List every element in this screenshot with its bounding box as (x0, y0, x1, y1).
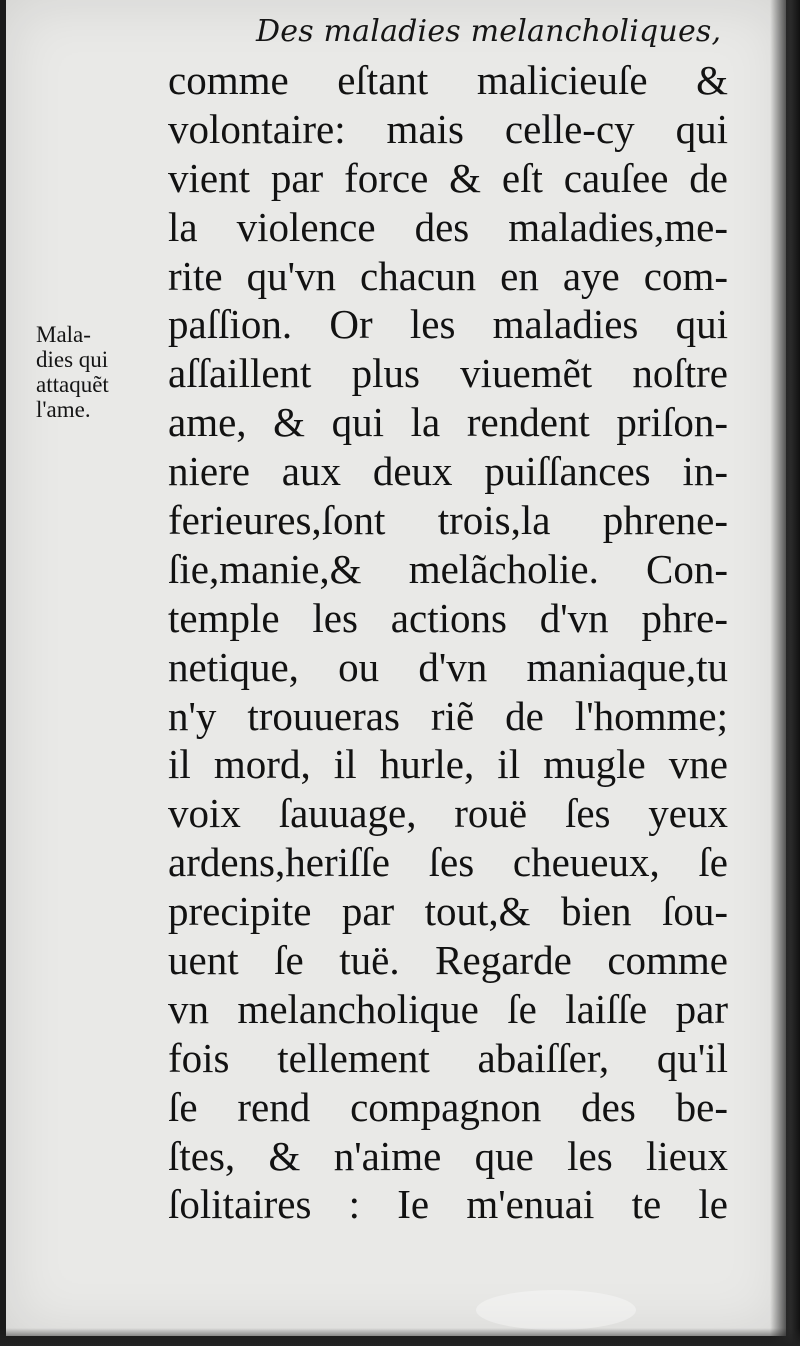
text-line: comme eſtant malicieuſe & (168, 57, 728, 103)
text-line: ſe rend compagnon des be- (168, 1083, 728, 1130)
text-line: volontaire: mais celle-cy qui (168, 105, 728, 152)
text-line: la violence des maladies,me- (168, 203, 728, 250)
text-line: fois tellement abaiſſer, qu'il (168, 1034, 728, 1081)
text-line: ardens,heriſſe ſes cheueux, ſe (168, 839, 728, 886)
text-line: netique, ou d'vn maniaque,tu (168, 643, 728, 690)
text-line: il mord, il hurle, il mugle vne (168, 741, 728, 788)
running-head: Des maladies melancholiques, (256, 14, 722, 49)
marginal-note-line: Mala- (36, 322, 91, 347)
text-line: paſſion. Or les maladies qui (168, 301, 728, 348)
text-line: n'y trouueras riẽ de l'homme; (168, 692, 728, 739)
text-line: aſſaillent plus viuemẽt noſtre (168, 350, 728, 397)
text-line: voix ſauuage, rouë ſes yeux (168, 790, 728, 837)
text-line: niere aux deux puiſſances in- (168, 448, 728, 495)
paper-stain (476, 1290, 636, 1330)
page-bottom-shadow (0, 1328, 800, 1346)
body-text (168, 56, 728, 1229)
page-edge-shadow (770, 0, 800, 1346)
text-line: precipite par tout,& bien ſou- (168, 888, 728, 935)
text-line: rite qu'vn chacun en aye com- (168, 252, 728, 299)
text-line: temple les actions d'vn phre- (168, 594, 728, 641)
book-page (6, 0, 786, 1336)
text-line: ſie,manie,& melãcholie. Con- (168, 545, 728, 592)
text-line: ame, & qui la rendent priſon- (168, 399, 728, 446)
text-line: ſolitaires : Ie m'enuai te le (168, 1181, 728, 1228)
text-line: uent ſe tuë. Regarde comme (168, 937, 728, 984)
marginal-note (36, 322, 109, 422)
marginal-note-line: l'ame. (36, 397, 91, 422)
text-line: ferieures,ſont trois,la phrene- (168, 497, 728, 544)
text-line: vn melancholique ſe laiſſe par (168, 985, 728, 1032)
marginal-note-line: dies qui (36, 347, 109, 372)
marginal-note-line: attaquẽt (36, 372, 109, 397)
text-line: ſtes, & n'aime que les lieux (168, 1132, 728, 1179)
text-line: vient par force & eſt cauſee de (168, 154, 728, 201)
